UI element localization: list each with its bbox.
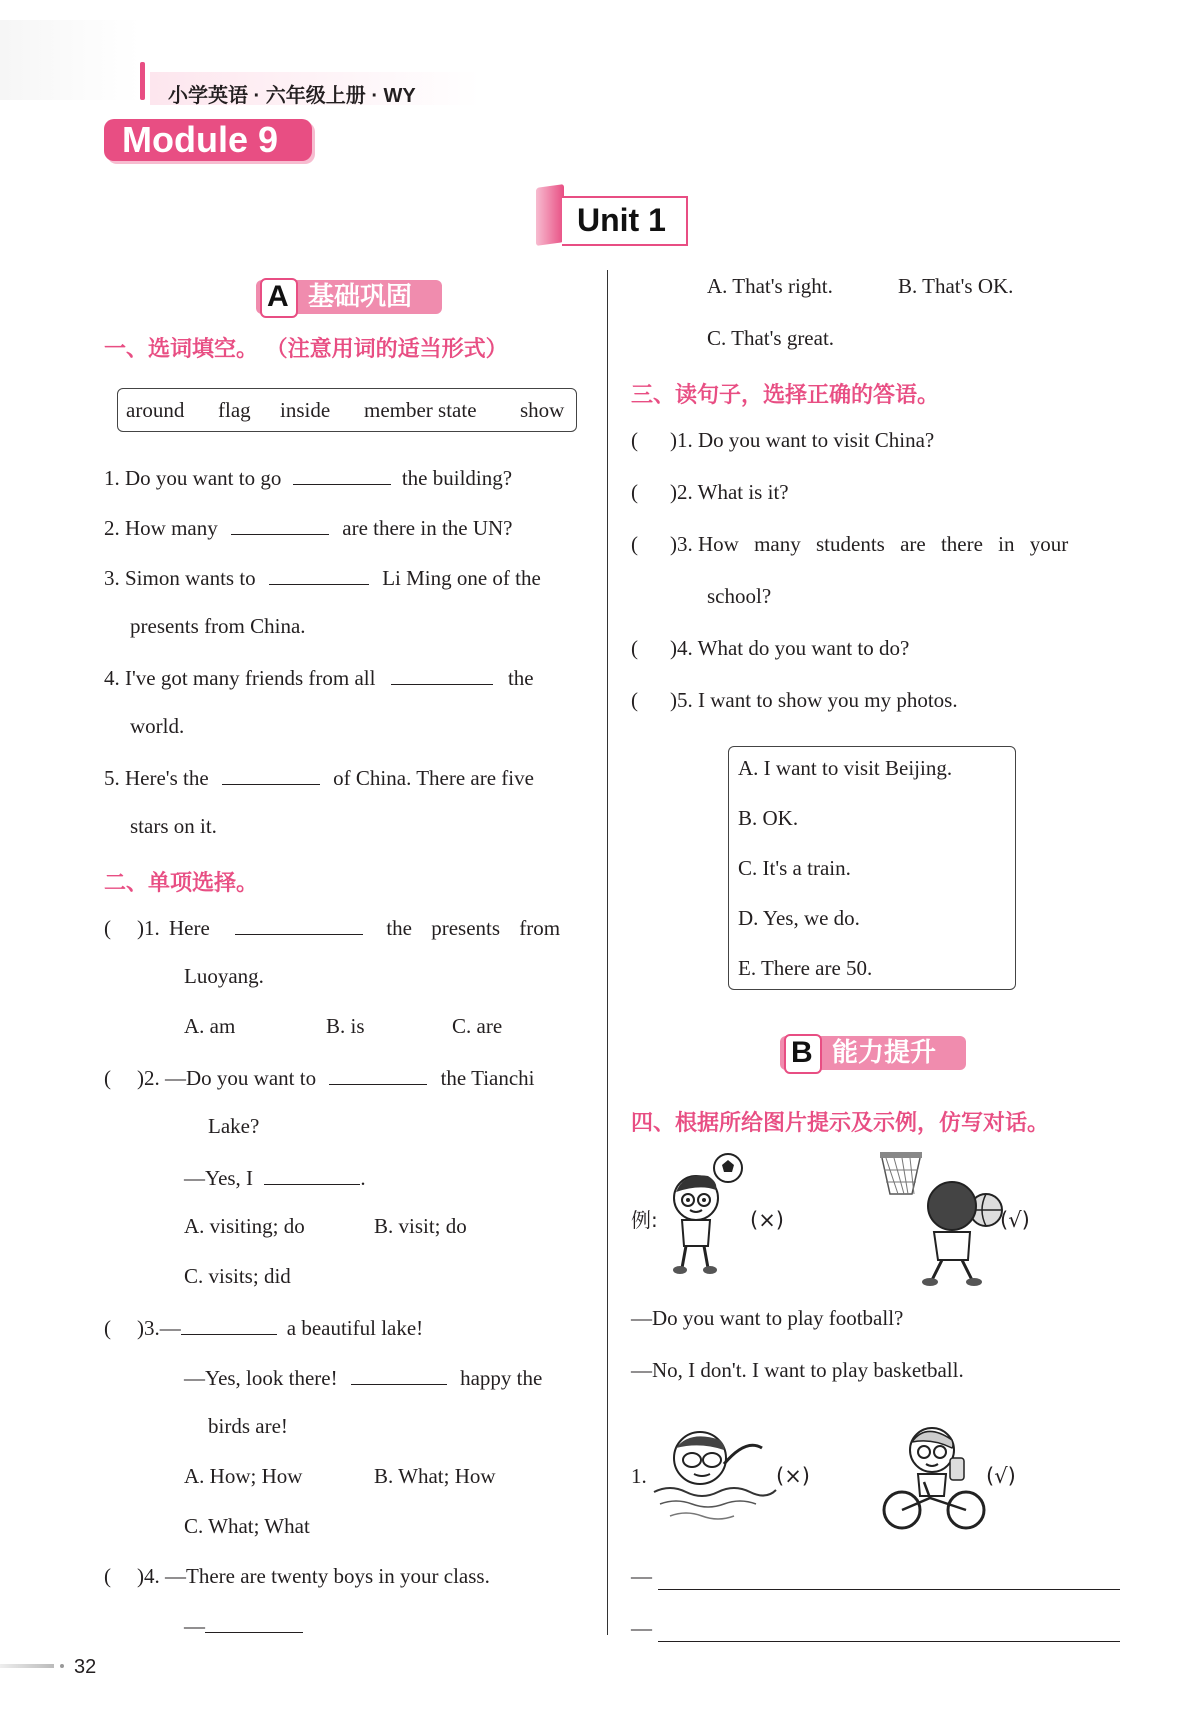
q1-heading: 一、选词填空。 （注意用词的适当形式） [104,337,508,362]
q1-item-5-cont: stars on it. [130,814,217,838]
q3-item-1 [631,430,934,451]
answer-option: B. OK. [738,806,799,830]
q3-item-3-cont: school? [707,584,772,608]
item-number: 1. [104,466,120,490]
q3-heading: 三、读句子，选择正确的答语。 [631,383,940,408]
option[interactable]: B. is [326,1014,365,1038]
word-bank-item: around [126,398,185,422]
answer-paren[interactable]: ( [631,636,638,660]
answer-blank[interactable] [329,1066,427,1085]
footer-bar [0,1664,54,1668]
q2-item-1 [104,916,560,939]
item-text: —Yes, I [184,1166,254,1190]
answer-option: A. I want to visit Beijing. [738,756,953,780]
item-number: )2. [670,480,693,504]
header-accent-bar [140,62,145,100]
item-text: —There are twenty boys in your class. [165,1564,490,1588]
item-text: How many students are there in your [698,532,1069,556]
item-number: )3. [670,532,693,556]
word-bank-item: member state [364,398,477,422]
q3-item-3 [631,534,1068,555]
q2-item-1-cont: Luoyang. [184,964,264,988]
option[interactable]: A. am [184,1014,236,1038]
section-a-title: 基础巩固 [308,282,413,312]
answer-blank[interactable] [269,566,369,585]
section-b-letter: B [791,1036,813,1069]
item-number: 5. [104,766,120,790]
item-number: )5. [670,688,693,712]
q1-item-4 [104,666,534,689]
item1-mark-no: (×) [776,1464,810,1488]
answer-paren[interactable]: ( [631,688,638,712]
option[interactable]: C. That's great. [707,326,835,350]
option[interactable]: C. are [452,1014,503,1038]
item-text: the presents from [386,916,561,940]
basketball-boy-illustration [876,1150,1006,1288]
answer-dash: — [631,1616,652,1640]
q2-item-2 [104,1066,535,1089]
q1-item-2 [104,516,513,539]
answer-option: D. Yes, we do. [738,906,860,930]
item-text: What is it? [697,480,789,504]
item-number: 4. [104,666,120,690]
page-number: 32 [74,1656,97,1678]
answer-paren[interactable]: ( [104,1316,111,1340]
column-divider [607,270,608,1635]
answer-blank[interactable] [391,666,493,685]
item-text: are there in the UN? [342,516,513,540]
answer-blank[interactable] [351,1366,447,1385]
answer-paren[interactable]: ( [104,916,111,940]
word-bank-item: show [520,398,565,422]
q4-heading: 四、根据所给图片提示及示例，仿写对话。 [631,1111,1050,1136]
answer-blank[interactable] [181,1316,277,1335]
item-text: Li Ming one of the [382,566,541,590]
item-text: How many [125,516,218,540]
q3-item-4 [631,638,909,659]
item-text: —Do you want to [165,1066,317,1090]
book-title: 小学英语 · 六年级上册 · WY [168,85,416,107]
example-label: 例: [631,1208,658,1232]
header-band [0,20,140,100]
section-a-letter: A [267,280,289,313]
cycling-boy-illustration [880,1418,990,1536]
option[interactable]: B. visit; do [374,1214,467,1238]
item-text: happy the [460,1366,543,1390]
item-text: I want to show you my photos. [698,688,958,712]
item-text: — [159,1316,181,1340]
q2-item-2-reply [184,1166,366,1189]
item-text: Do you want to go [125,466,282,490]
swimming-boy-illustration [650,1418,780,1528]
item-number: )4. [137,1564,160,1588]
q3-item-5 [631,690,958,711]
answer-blank[interactable] [264,1166,360,1185]
q1-item-4-cont: world. [130,714,185,738]
answer-paren[interactable]: ( [631,480,638,504]
item-text: . [360,1166,366,1190]
item-text: What do you want to do? [697,636,910,660]
answer-option: E. There are 50. [738,956,873,980]
module-title: Module 9 [122,119,279,160]
section-b-title: 能力提升 [832,1038,937,1068]
answer-paren[interactable]: ( [631,428,638,452]
item-text: the Tianchi [440,1066,535,1090]
q2-item-3-cont: birds are! [208,1414,288,1438]
item-text: of China. There are five [333,766,534,790]
answer-paren[interactable]: ( [631,532,638,556]
option[interactable]: A. That's right. [707,274,833,298]
item-text: Here's the [125,766,209,790]
item1-label: 1. [631,1464,647,1488]
option[interactable]: A. How; How [184,1464,303,1488]
answer-paren[interactable]: ( [104,1564,111,1588]
word-bank-item: inside [280,398,331,422]
answer-blank[interactable] [205,1614,303,1633]
example-dialog-line: —Do you want to play football? [631,1306,904,1330]
item-text: the building? [401,466,513,490]
option[interactable]: C. What; What [184,1514,310,1538]
answer-option: C. It's a train. [738,856,851,880]
answer-paren[interactable]: ( [104,1066,111,1090]
answer-line[interactable] [658,1589,1120,1590]
q2-item-4-reply [184,1614,303,1637]
item-number: )1. [137,916,160,940]
q1-item-3 [104,566,541,589]
example-mark-no: (×) [750,1208,784,1232]
q3-item-2 [631,482,789,503]
answer-blank[interactable] [231,516,329,535]
item-text: Do you want to visit China? [698,428,935,452]
q2-item-3 [104,1316,423,1339]
option[interactable]: B. What; How [374,1464,496,1488]
item-text: I've got many friends from all [125,666,376,690]
q1-item-1 [104,466,512,489]
q1-item-5 [104,766,534,789]
footer-dot [60,1664,64,1668]
item-number: 2. [104,516,120,540]
option[interactable]: C. visits; did [184,1264,291,1288]
item-number: 3. [104,566,120,590]
word-bank-item: flag [218,398,251,422]
example-dialog-line: —No, I don't. I want to play basketball. [631,1358,964,1382]
q2-item-4 [104,1566,490,1587]
answer-dash: — [631,1564,652,1588]
answer-line[interactable] [658,1641,1120,1642]
item-number: )3. [137,1316,160,1340]
option[interactable]: B. That's OK. [898,274,1014,298]
item-text: —Yes, look there! [184,1366,338,1390]
item-number: )1. [670,428,693,452]
item-text: the [507,666,534,690]
example-mark-yes: (√) [1000,1208,1030,1232]
item-number: )2. [137,1066,160,1090]
word-bank [117,388,577,432]
q2-item-3-reply [184,1366,542,1389]
answer-blank[interactable] [293,466,391,485]
q2-heading: 二、单项选择。 [104,871,259,896]
item-text: a beautiful lake! [286,1316,424,1340]
q2-item-2-cont: Lake? [208,1114,260,1138]
unit-book-icon [536,184,564,246]
q1-item-3-cont: presents from China. [130,614,306,638]
football-boy-illustration [664,1150,744,1280]
item-number: )4. [670,636,693,660]
answer-blank[interactable] [235,916,363,935]
option[interactable]: A. visiting; do [184,1214,305,1238]
unit-title: Unit 1 [577,202,666,238]
item-text: — [184,1614,205,1638]
item1-mark-yes: (√) [986,1464,1016,1488]
item-text: Here [169,916,210,940]
item-text: Simon wants to [125,566,256,590]
answer-blank[interactable] [222,766,320,785]
